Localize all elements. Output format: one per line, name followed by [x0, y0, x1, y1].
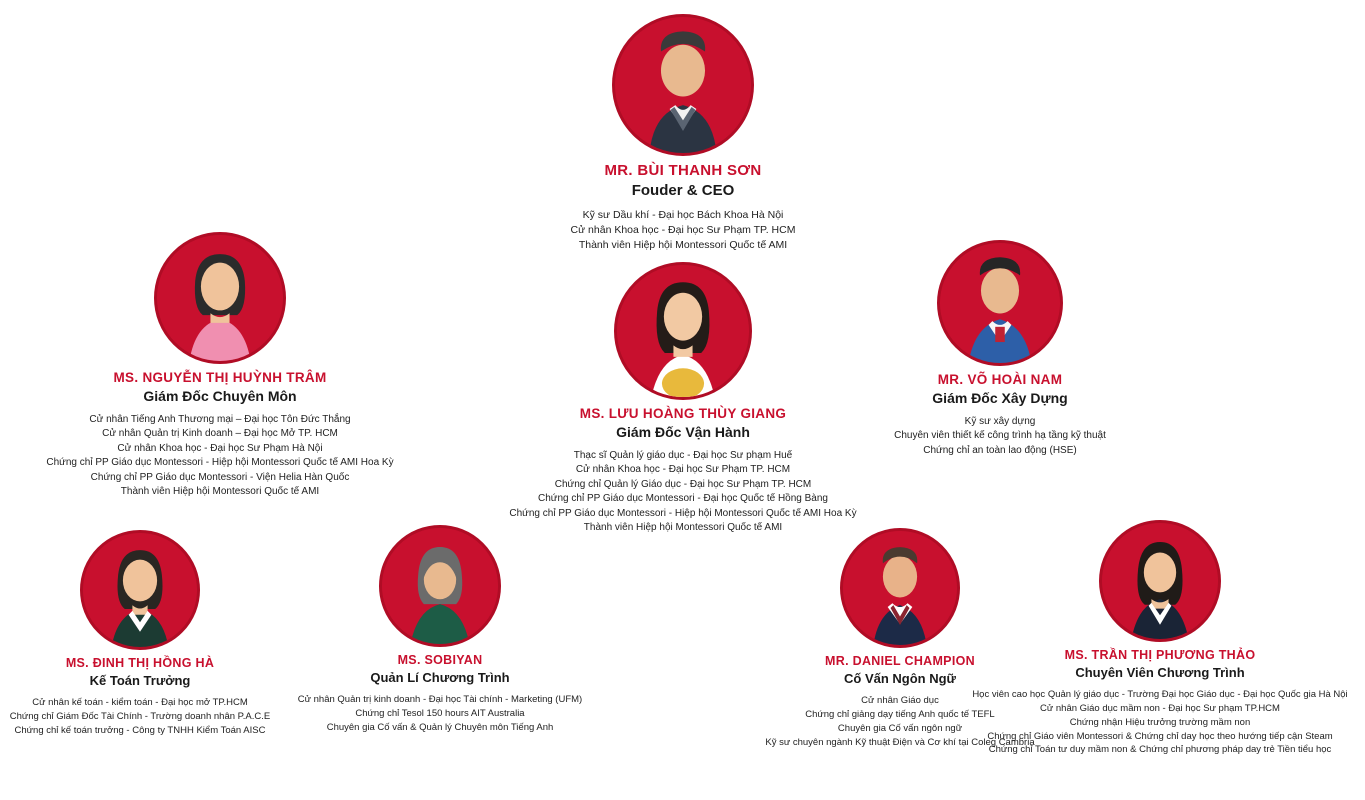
person-card-giam-doc-xay-dung — [845, 240, 1155, 458]
portrait-co-van-ngon-ngu — [843, 531, 957, 645]
person-role: Giám Đốc Xây Dựng — [932, 390, 1068, 407]
credential-item: Học viên cao học Quản lý giáo dục - Trường Đại học Giáo dục - Đại học Quốc gia Hà Nội — [972, 689, 1348, 701]
credential-item: Kỹ sư xây dựng — [964, 415, 1036, 427]
person-name: MS. NGUYỄN THỊ HUỲNH TRÂM — [113, 370, 327, 385]
credential-item: Chứng chỉ an toàn lao động (HSE) — [923, 444, 1077, 456]
person-credentials — [448, 449, 918, 536]
credential-item: Chứng chỉ kế toán trưởng - Công ty TNHH Kiểm Toán AISC — [14, 724, 266, 736]
credential-item: Cử nhân Khoa học - Đại học Sư Phạm TP. HCM — [575, 464, 791, 476]
credential-item: Cử nhân Khoa học - Đại học Sư Phạm Hà Nội — [117, 442, 323, 454]
credential-item: Cử nhân Giáo dục — [861, 695, 939, 707]
avatar-giam-doc-van-hanh — [614, 262, 752, 400]
credential-item: Cử nhân Tiếng Anh Thương mại – Đại học Tôn Đức Thắng — [89, 413, 351, 425]
person-name: MR. DANIEL CHAMPION — [825, 654, 975, 668]
credential-item: Kỹ sư chuyên ngành Kỹ thuật Điện và Cơ khí tại Coleg Cambria — [765, 736, 1035, 748]
person-name: MR. VÕ HOÀI NAM — [937, 372, 1063, 387]
portrait-ke-toan-truong — [83, 533, 197, 647]
credential-item: Cử nhân Khoa học - Đại học Sư Phạm TP. HCM — [570, 223, 796, 236]
credential-item: Chuyên viên thiết kế công trình hạ tầng kỹ thuật — [894, 430, 1106, 442]
person-name: MS. ĐINH THỊ HỒNG HÀ — [65, 656, 215, 670]
credential-item: Kỹ sư Dầu khí - Đại học Bách Khoa Hà Nội — [582, 208, 784, 221]
portrait-ceo — [615, 17, 751, 153]
credential-item: Cử nhân Quản trị kinh doanh - Đại học Tài chính - Marketing (UFM) — [297, 694, 583, 706]
person-card-chuyen-vien-chuong-trinh — [955, 520, 1365, 757]
person-role: Quản Lí Chương Trình — [370, 670, 510, 685]
person-credentials — [15, 413, 425, 500]
credential-item: Chứng chỉ giảng dạy tiếng Anh quốc tế TEFL — [805, 709, 995, 721]
person-name: MS. TRẦN THỊ PHƯƠNG THẢO — [1064, 648, 1256, 662]
credential-item: Chứng chỉ Tesol 150 hours AIT Australia — [355, 708, 525, 720]
portrait-quan-li-chuong-trinh — [382, 528, 498, 644]
portrait-giam-doc-chuyen-mon — [157, 235, 283, 361]
portrait-giam-doc-van-hanh — [617, 265, 749, 397]
portrait-chuyen-vien-chuong-trinh — [1102, 523, 1218, 639]
credential-item: Chứng chỉ PP Giáo dục Montessori - Đại học Quốc tế Hồng Bàng — [538, 493, 828, 505]
credential-item: Cử nhân Quản trị Kinh doanh – Đại học Mở TP. HCM — [102, 428, 338, 440]
avatar-co-van-ngon-ngu — [840, 528, 960, 648]
credential-item: Chứng nhận Hiệu trưởng trường mầm non — [1069, 716, 1251, 728]
credential-item: Chứng chỉ Quản lý Giáo dục - Đại học Sư Phạm TP. HCM — [554, 478, 812, 490]
credential-item: Chuyên gia Cố vấn ngôn ngữ — [837, 722, 963, 734]
person-role: Kế Toán Trưởng — [89, 673, 191, 688]
person-credentials — [0, 696, 280, 737]
credential-item: Chứng chỉ Toán tư duy mầm non & Chứng chỉ phương pháp day trẻ Tiền tiểu học — [988, 744, 1332, 756]
person-role: Giám Đốc Chuyên Môn — [143, 388, 297, 405]
avatar-giam-doc-xay-dung — [937, 240, 1063, 366]
avatar-giam-doc-chuyen-mon — [154, 232, 286, 364]
person-card-quan-li-chuong-trinh — [290, 525, 590, 735]
person-credentials — [845, 415, 1155, 459]
credential-item: Chứng chỉ PP Giáo dục Montessori - Hiệp hội Montessori Quốc tế AMI Hoa Kỳ — [509, 507, 857, 519]
person-credentials — [955, 688, 1365, 757]
credential-item: Thành viên Hiệp hội Montessori Quốc tế AMI — [120, 486, 320, 498]
person-role: Fouder & CEO — [631, 182, 735, 199]
person-role: Giám Đốc Vận Hành — [616, 424, 750, 441]
credential-item: Thành viên Hiệp hội Montessori Quốc tế AMI — [578, 239, 788, 252]
avatar-chuyen-vien-chuong-trinh — [1099, 520, 1221, 642]
credential-item: Chứng chỉ PP Giáo dục Montessori - Viện Helia Hàn Quốc — [90, 471, 350, 483]
credential-item: Cử nhân Giáo dục mầm non - Đại học Sư phạm TP.HCM — [1040, 703, 1280, 715]
person-card-ceo — [433, 14, 933, 253]
credential-item: Chứng chỉ PP Giáo dục Montessori - Hiệp hội Montessori Quốc tế AMI Hoa Kỳ — [46, 457, 394, 469]
credential-item: Thành viên Hiệp hội Montessori Quốc tế AMI — [583, 522, 783, 534]
credential-item: Chứng chỉ Giáo viên Montessori & Chứng chỉ day học theo hướng tiếp cận Steam — [987, 730, 1333, 742]
credential-item: Chứng chỉ Giám Đốc Tài Chính - Trường doanh nhân P.A.C.E — [9, 711, 271, 723]
avatar-quan-li-chuong-trinh — [379, 525, 501, 647]
person-credentials — [290, 693, 590, 734]
person-card-ke-toan-truong — [0, 530, 280, 738]
person-card-giam-doc-chuyen-mon — [15, 232, 425, 500]
person-name: MS. LƯU HOÀNG THÙY GIANG — [579, 406, 787, 421]
portrait-giam-doc-xay-dung — [940, 243, 1060, 363]
avatar-ke-toan-truong — [80, 530, 200, 650]
person-name: MR. BÙI THANH SƠN — [604, 162, 762, 179]
credential-item: Thạc sĩ Quản lý giáo dục - Đại học Sư phạm Huế — [573, 449, 793, 461]
person-role: Cố Vấn Ngôn Ngữ — [844, 671, 956, 686]
avatar-ceo — [612, 14, 754, 156]
person-role: Chuyên Viên Chương Trình — [1075, 665, 1245, 680]
credential-item: Cử nhân kế toán - kiểm toán - Đại học mở TP.HCM — [32, 697, 248, 709]
person-name: MS. SOBIYAN — [397, 653, 483, 667]
credential-item: Chuyên gia Cố vấn & Quản lý Chuyên môn Tiếng Anh — [326, 721, 554, 733]
